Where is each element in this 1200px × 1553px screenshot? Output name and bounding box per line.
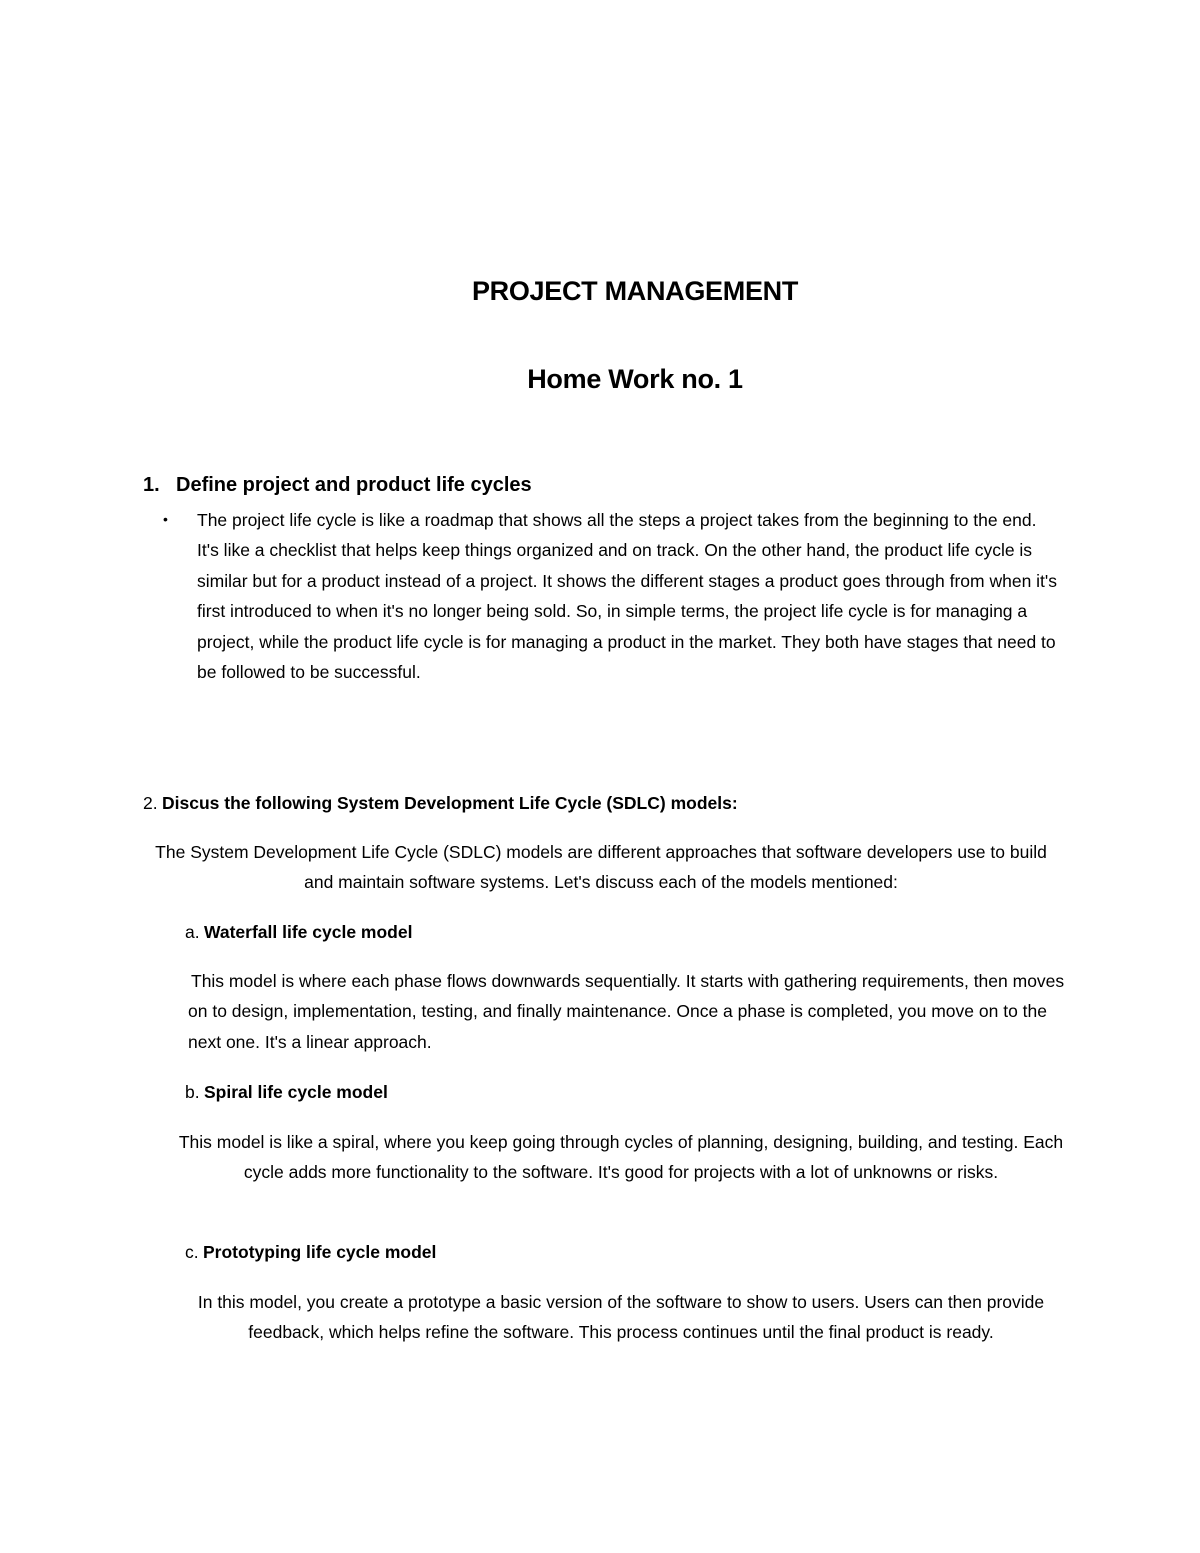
document-subtitle: Home Work no. 1 bbox=[527, 364, 743, 394]
bullet-icon: • bbox=[163, 511, 168, 527]
model-b-name: Spiral life cycle model bbox=[204, 1082, 388, 1102]
section1-heading: Define project and product life cycles bbox=[176, 474, 532, 496]
section1-number: 1. bbox=[143, 474, 160, 496]
model-a-letter: a. bbox=[185, 922, 200, 942]
section2-heading: Discus the following System Development Life Cycle (SDLC) models: bbox=[162, 793, 738, 813]
model-a-description: This model is where each phase flows downwards sequentially. It starts with gathering requirements, then moves on to design, implementation, testing, and finally maintenance. Once a phase is completed, you move on to the next one. It's a linear approach. bbox=[188, 971, 1065, 1052]
section1-paragraph: The project life cycle is like a roadmap that shows all the steps a project takes from the beginning to the end. It's like a checklist that helps keep things organized and on track. On the other hand, the product life cycle is similar but for a product instead of a project. It shows the different stages a product goes through from when it's first introduced to when it's no longer being sold. So, in simple terms, the project life cycle is for managing a project, while the product life cycle is for managing a product in the market. They both have stages that need to be followed to be successful. bbox=[197, 510, 1058, 683]
document-title: PROJECT MANAGEMENT bbox=[471, 276, 799, 306]
section2-intro: The System Development Life Cycle (SDLC) models are different approaches that software developers use to build and maintain software systems. Let's discuss each of the models mentioned: bbox=[155, 842, 1047, 893]
model-c-letter: c. bbox=[185, 1242, 199, 1262]
model-c-description: In this model, you create a prototype a basic version of the software to show to users. Users can then provide feedback, which helps refine the software. This process continues until the final product is ready. bbox=[197, 1292, 1045, 1343]
model-b-description: This model is like a spiral, where you keep going through cycles of planning, designing, building, and testing. Each cycle adds more functionality to the software. It's good for projects with a lot of unknowns or risks. bbox=[178, 1132, 1064, 1183]
model-c-name: Prototyping life cycle model bbox=[203, 1242, 437, 1262]
model-b-letter: b. bbox=[185, 1082, 200, 1102]
model-a-name: Waterfall life cycle model bbox=[204, 922, 413, 942]
section2-number: 2. bbox=[143, 793, 158, 813]
